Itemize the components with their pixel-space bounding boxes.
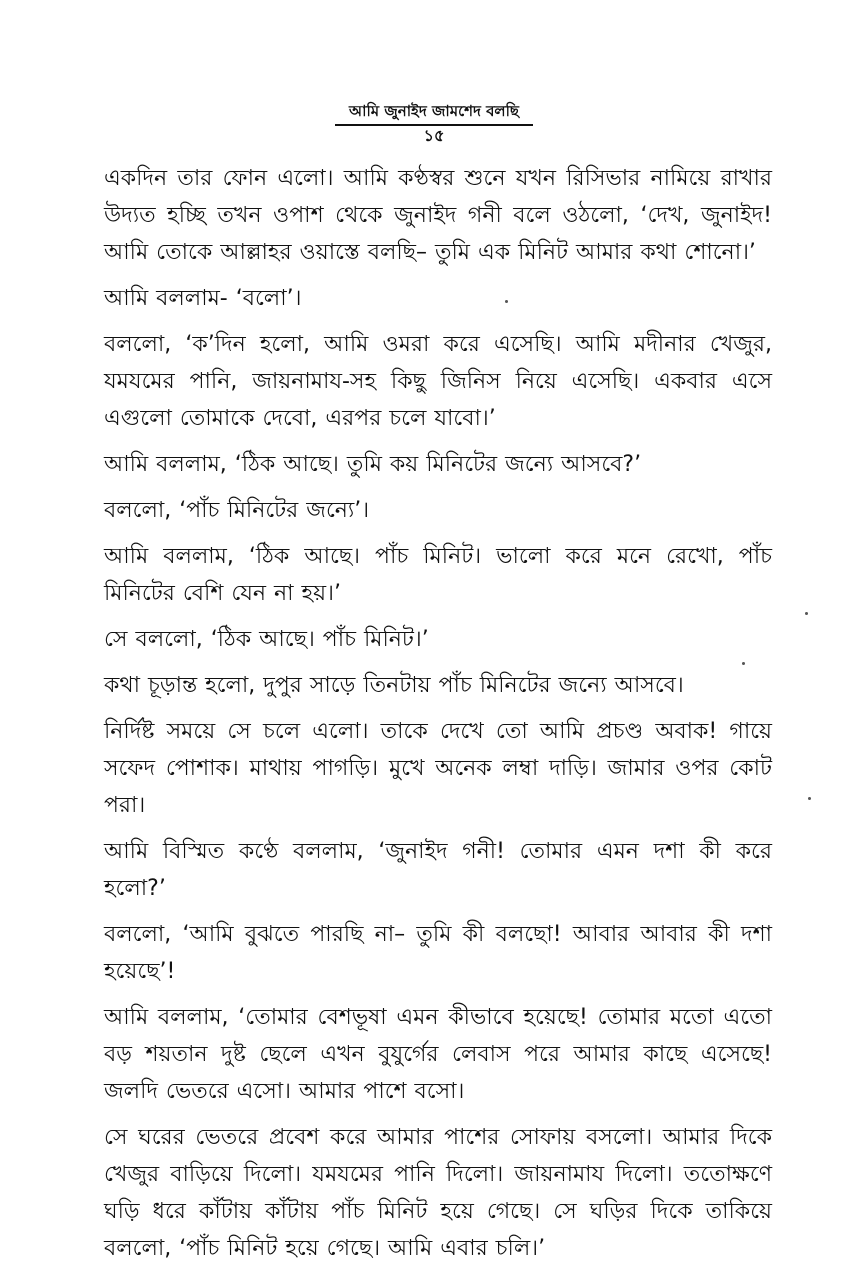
paragraph-2: আমি বললাম- ‘বলো’। — [104, 286, 302, 311]
scan-speck — [505, 300, 508, 303]
scan-speck — [808, 797, 811, 800]
paragraph-1: একদিন তার ফোন এলো। আমি কণ্ঠস্বর শুনে যখন রিসিভার নামিয়ে রাখার উদ্যত হচ্ছি তখন ওপাশ থেকে জুনাইদ গনী বলে ওঠলো, ‘দেখ, জুনাইদ! আমি তোকে আল্লাহর ওয়াস্তে বলছি– তুমি এক মিনিট আমার কথা শোনো।’ — [104, 166, 772, 265]
paragraph-5: বললো, ‘পাঁচ মিনিটের জন্যে’। — [104, 498, 370, 523]
scan-speck — [742, 662, 745, 665]
paragraph-7: সে বললো, ‘ঠিক আছে। পাঁচ মিনিট।’ — [104, 627, 429, 652]
page-number: ১৫ — [423, 126, 445, 145]
paragraph-8: কথা চূড়ান্ত হলো, দুপুর সাড়ে তিনটায় পাঁচ মিনিটের জন্যে আসবে। — [104, 673, 684, 698]
paragraph-9: নির্দিষ্ট সময়ে সে চলে এলো। তাকে দেখে তো আমি প্রচণ্ড অবাক! গায়ে সফেদ পোশাক। মাথায় পাগড়ি। মুখে অনেক লম্বা দাড়ি। জামার ওপর কোট পরা। — [104, 719, 772, 818]
paragraph-13: সে ঘরের ভেতরে প্রবেশ করে আমার পাশের সোফায় বসলো। আমার দিকে খেজুর বাড়িয়ে দিলো। যমযমের পানি দিলো। জায়নামায দিলো। ততোক্ষণে ঘড়ি ধরে কাঁটায় কাঁটায় পাঁচ মিনিট হয়ে গেছে। সে ঘড়ির দিকে তাকিয়ে বললো, ‘পাঁচ মিনিট হয়ে গেছে। আমি এবার চলি।’ — [104, 1125, 772, 1261]
paragraph-3: বললো, ‘ক’দিন হলো, আমি ওমরা করে এসেছি। আমি মদীনার খেজুর, যমযমের পানি, জায়নামায-সহ কিছু জিনিস নিয়ে এসেছি। একবার এসে এগুলো তোমাকে দেবো, এরপর চলে যাবো।’ — [104, 332, 772, 431]
paragraph-11: বললো, ‘আমি বুঝতে পারছি না– তুমি কী বলছো! আবার আবার কী দশা হয়েছে’! — [104, 922, 772, 984]
running-header — [0, 100, 868, 145]
paragraph-6: আমি বললাম, ‘ঠিক আছে। পাঁচ মিনিট। ভালো করে মনে রেখো, পাঁচ মিনিটের বেশি যেন না হয়।’ — [104, 544, 772, 606]
paragraph-10: আমি বিস্মিত কণ্ঠে বললাম, ‘জুনাইদ গনী! তোমার এমন দশা কী করে হলো?’ — [104, 839, 772, 901]
paragraph-12: আমি বললাম, ‘তোমার বেশভূষা এমন কীভাবে হয়েছে! তোমার মতো এতো বড় শয়তান দুষ্ট ছেলে এখন বুযুর্গের লেবাস পরে আমার কাছে এসেছে! জলদি ভেতরে এসো। আমার পাশে বসো। — [104, 1005, 772, 1104]
paragraph-4: আমি বললাম, ‘ঠিক আছে। তুমি কয় মিনিটের জন্যে আসবে?’ — [104, 452, 642, 477]
book-title-header: আমি জুনাইদ জামশেদ বলছি — [335, 100, 533, 126]
scan-speck — [805, 612, 808, 615]
body-text — [104, 160, 772, 1276]
